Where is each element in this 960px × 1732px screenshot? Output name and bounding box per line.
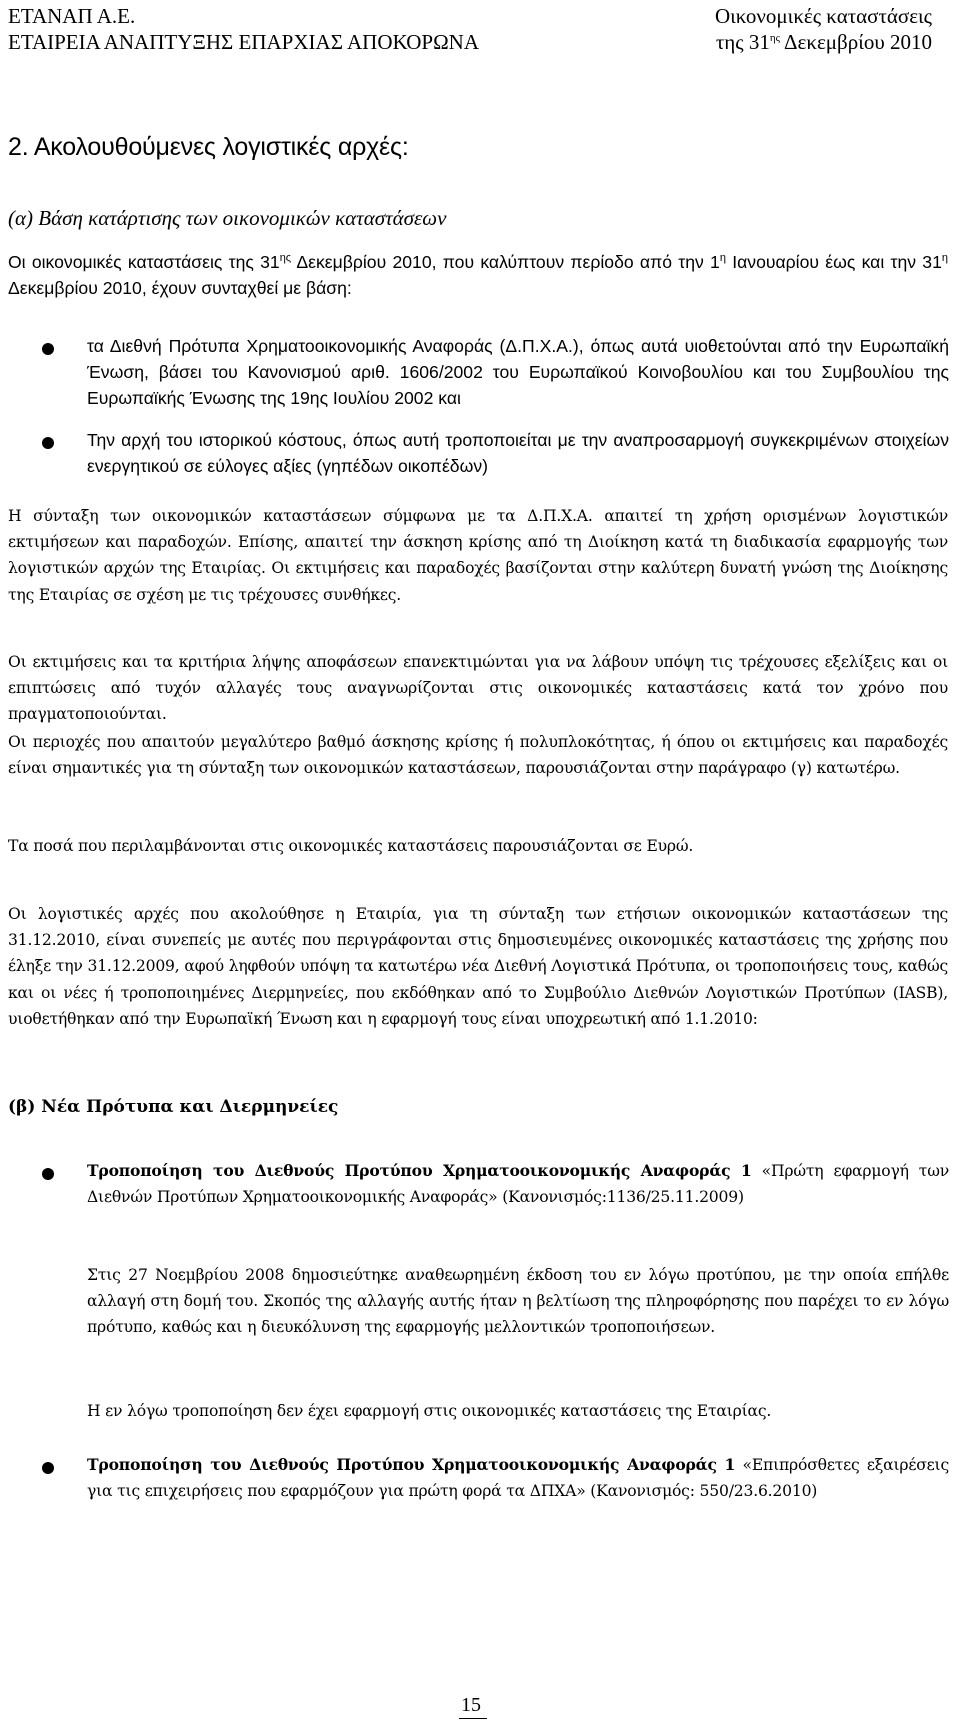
paragraph-accounting-policies: Οι λογιστικές αρχές που ακολούθησε η Εταιρία, για τη σύνταξη των ετήσιων οικονομικών καταστάσεων της 31.12.2010, είναι συνεπείς με αυτές που περιγράφονται στις δημοσιευμένες οικονομικές καταστάσεις της χρήσης που έληξε την 31.12.2009, αφού ληφθούν υπόψη τα κατωτέρω νέα Διεθνή Λογιστικά Πρότυπα, οι τροποποιήσεις τους, καθώς και οι νέες ή τροποποιημένες Διερμηνείες, που εκδόθηκαν από το Συμβούλιο Διεθνών Λογιστικών Προτύπων (IASB), υιοθετήθηκαν από την Ευρωπαϊκή Ένωση και η εφαρμογή τους είναι υποχρεωτική από 1.1.2010: — [8, 905, 948, 1028]
intro-paragraph: Οι οικονομικές καταστάσεις της $31^{\eta\varsigma}$ Δεκεμβρίου 2010, που καλύπτουν περίοδο από την $1^\eta$ Ιανουαρίου έως και την $31^\eta$ Δεκεμβρίου 2010, έχουν συνταχθεί με βάση: — [8, 252, 948, 299]
paragraph-judgement-areas: Οι περιοχές που απαιτούν μεγαλύτερο βαθμό άσκησης κρίσης ή πολυπλοκότητας, ή όπου οι εκτιμήσεις και παραδοχές είναι σημαντικές για τη σύνταξη των οικονομικών καταστάσεων, παρουσιάζονται στην παράγραφο (γ) κατωτέρω. — [8, 733, 948, 778]
item-ifrs1-description: Στις 27 Νοεμβρίου 2008 δημοσιεύτηκε αναθεωρημένη έκδοση του εν λόγω προτύπου, με την οποία επήλθε αλλαγή στη δομή του. Σκοπός της αλλαγής αυτής ήταν η βελτίωση της πληροφόρησης που παρέχει το εν λόγω πρότυπο, καθώς και η διευκόλυνση της εφαρμογής μελλοντικών τροποποιήσεων. — [87, 1266, 949, 1337]
header-company-short: ΕΤΑΝΑΠ Α.Ε. — [8, 4, 136, 28]
bullet-icon — [42, 1168, 54, 1180]
paragraph-reassessment: Οι εκτιμήσεις και τα κριτήρια λήψης αποφάσεων επανεκτιμώνται για να λάβουν υπόψη τις τρέχουσες εξελίξεις και οι επιπτώσεις από τυχόν αλλαγές τους αναγνωρίζονται στις οικονομικές καταστάσεις κατά τον χρόνο που πραγματοποιούνται. — [8, 653, 948, 724]
section-title: 2. Ακολουθούμενες λογιστικές αρχές: — [8, 133, 409, 161]
bullet-icon — [42, 343, 54, 355]
bullet-ifrs: τα Διεθνή Πρότυπα Χρηματοοικονομικής Αναφοράς (Δ.Π.Χ.Α.), όπως αυτά υιοθετούνται από την Ευρωπαϊκή Ένωση, βάσει του Κανονισμού αριθ. 1606/2002 του Ευρωπαϊκού Κοινοβουλίου και του Συμβουλίου της Ευρωπαϊκής Ένωσης της 19ης Ιουλίου 2002 και — [87, 336, 949, 409]
bullet-historical-cost: Την αρχή του ιστορικού κόστους, όπως αυτή τροποποιείται με την αναπροσαρμογή συγκεκριμένων στοιχείων ενεργητικού σε εύλογες αξίες (γηπέδων οικοπέδων) — [87, 430, 949, 477]
bullet-icon — [42, 1462, 54, 1474]
item-ifrs1-additional-exemptions: Τροποποίηση του Διεθνούς Προτύπου Χρηματοοικονομικής Αναφοράς 1 «Επιπρόσθετες εξαιρέσεις για τις επιχειρήσεις που εφαρμόζουν για πρώτη φορά τα ΔΠΧΑ» (Κανονισμός: 550/23.6.2010) — [87, 1455, 950, 1501]
subsection-b-title: (β) Νέα Πρότυπα και Διερμηνείες — [8, 1097, 339, 1117]
header-report-date: της $31^{\eta\varsigma}$ Δεκεμβρίου 2010 — [715, 30, 932, 54]
item-ifrs1-note: Η εν λόγω τροποποίηση δεν έχει εφαρμογή στις οικονομικές καταστάσεις της Εταιρίας. — [87, 1402, 772, 1420]
header-report-title: Οικονομικές καταστάσεις — [714, 4, 932, 28]
bullet-icon — [42, 437, 54, 449]
page-number: 15 — [461, 1694, 481, 1716]
page-number-underline — [459, 1718, 487, 1719]
subsection-a-title: (α) Βάση κατάρτισης των οικονομικών καταστάσεων — [8, 206, 447, 230]
paragraph-currency: Τα ποσά που περιλαμβάνονται στις οικονομικές καταστάσεις παρουσιάζονται σε Ευρώ. — [8, 837, 694, 855]
paragraph-estimates: Η σύνταξη των οικονομικών καταστάσεων σύμφωνα με τα Δ.Π.Χ.Α. απαιτεί τη χρήση ορισμένων λογιστικών εκτιμήσεων και παραδοχών. Επίσης, απαιτεί την άσκηση κρίσης από τη Διοίκηση κατά τη διαδικασία εφαρμογής των λογιστικών αρχών της Εταιρίας. Οι εκτιμήσεις και παραδοχές βασίζονται στην καλύτερη δυνατή γνώση της Διοίκησης της Εταιρίας σε σχέση με τις τρέχουσες συνθήκες. — [8, 507, 948, 604]
header-company-full: ΕΤΑΙΡΕΙΑ ΑΝΑΠΤΥΞΗΣ ΕΠΑΡΧΙΑΣ ΑΠΟΚΟΡΩΝΑ — [8, 30, 480, 54]
item-ifrs1-first-time: Τροποποίηση του Διεθνούς Προτύπου Χρηματοοικονομικής Αναφοράς 1 «Πρώτη εφαρμογή των Διεθνών Προτύπων Χρηματοοικονομικής Αναφοράς» (Κανονισμός:1136/25.11.2009) — [87, 1161, 949, 1207]
